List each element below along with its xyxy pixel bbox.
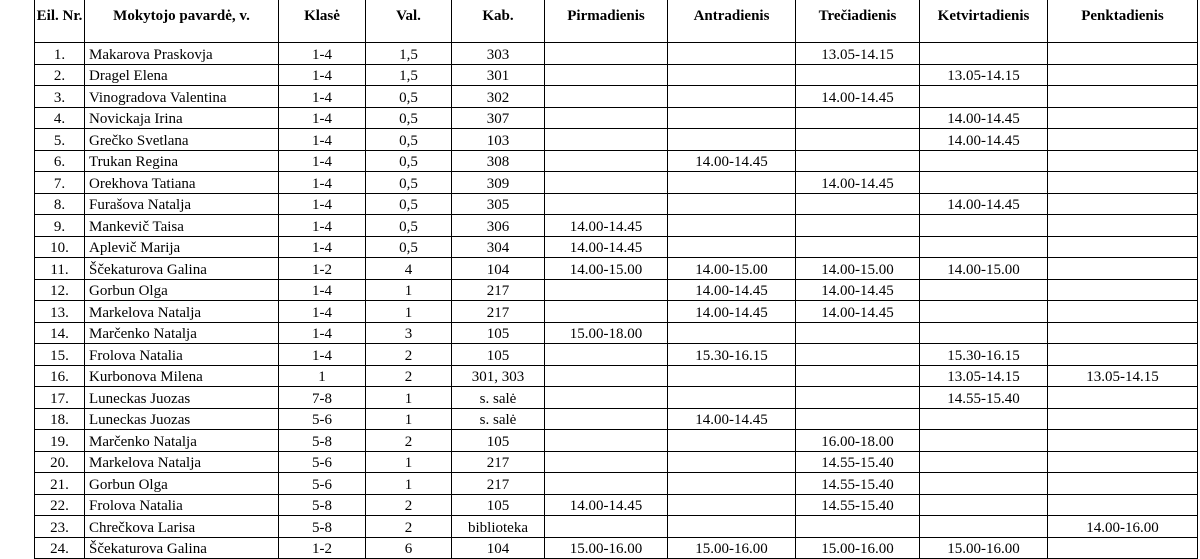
table-row (35, 494, 1198, 516)
cell-room: 217 (452, 473, 545, 495)
cell-wednesday (796, 64, 920, 86)
cell-wednesday: 14.00-14.45 (796, 86, 920, 108)
cell-room: 304 (452, 236, 545, 258)
cell-room: 105 (452, 494, 545, 516)
cell-wednesday (796, 344, 920, 366)
cell-teacher: Orekhova Tatiana (85, 172, 279, 194)
cell-teacher: Markelova Natalja (85, 301, 279, 323)
cell-teacher: Gorbun Olga (85, 473, 279, 495)
cell-wednesday (796, 365, 920, 387)
table-row (35, 64, 1198, 86)
table-row (35, 537, 1198, 559)
cell-teacher: Dragel Elena (85, 64, 279, 86)
cell-friday (1048, 150, 1198, 172)
cell-tuesday (668, 430, 796, 452)
cell-hours: 0,5 (366, 215, 452, 237)
cell-nr: 15. (35, 344, 85, 366)
cell-teacher: Furašova Natalja (85, 193, 279, 215)
cell-monday (545, 516, 668, 538)
header-thursday: Ketvirtadienis (920, 0, 1048, 43)
cell-nr: 1. (35, 43, 85, 65)
cell-tuesday (668, 193, 796, 215)
cell-thursday (920, 150, 1048, 172)
cell-grade: 1-4 (279, 279, 366, 301)
table-row (35, 236, 1198, 258)
cell-thursday (920, 279, 1048, 301)
cell-wednesday: 14.00-14.45 (796, 172, 920, 194)
cell-grade: 5-6 (279, 451, 366, 473)
cell-teacher: Trukan Regina (85, 150, 279, 172)
cell-teacher: Luneckas Juozas (85, 408, 279, 430)
cell-monday: 14.00-14.45 (545, 215, 668, 237)
cell-monday: 14.00-14.45 (545, 494, 668, 516)
cell-monday (545, 365, 668, 387)
cell-room: 104 (452, 258, 545, 280)
cell-tuesday (668, 86, 796, 108)
cell-tuesday (668, 64, 796, 86)
cell-tuesday (668, 215, 796, 237)
cell-room: 307 (452, 107, 545, 129)
cell-monday (545, 301, 668, 323)
cell-friday (1048, 344, 1198, 366)
cell-grade: 1-4 (279, 172, 366, 194)
cell-hours: 2 (366, 365, 452, 387)
cell-teacher: Ščekaturova Galina (85, 258, 279, 280)
cell-room: 104 (452, 537, 545, 559)
cell-grade: 5-8 (279, 516, 366, 538)
cell-thursday: 13.05-14.15 (920, 365, 1048, 387)
cell-nr: 16. (35, 365, 85, 387)
cell-wednesday (796, 387, 920, 409)
cell-wednesday: 14.55-15.40 (796, 451, 920, 473)
cell-hours: 2 (366, 344, 452, 366)
cell-grade: 5-6 (279, 408, 366, 430)
cell-friday (1048, 408, 1198, 430)
cell-tuesday (668, 387, 796, 409)
table-row (35, 430, 1198, 452)
cell-nr: 10. (35, 236, 85, 258)
cell-monday (545, 129, 668, 151)
cell-tuesday: 15.30-16.15 (668, 344, 796, 366)
cell-wednesday: 14.00-14.45 (796, 279, 920, 301)
cell-nr: 21. (35, 473, 85, 495)
cell-tuesday: 14.00-14.45 (668, 279, 796, 301)
cell-room: 105 (452, 430, 545, 452)
cell-grade: 1-4 (279, 236, 366, 258)
header-teacher: Mokytojo pavardė, v. (85, 0, 279, 43)
cell-grade: 1-4 (279, 86, 366, 108)
cell-grade: 1-4 (279, 193, 366, 215)
cell-hours: 0,5 (366, 172, 452, 194)
cell-hours: 1,5 (366, 64, 452, 86)
cell-room: 306 (452, 215, 545, 237)
cell-monday: 14.00-15.00 (545, 258, 668, 280)
cell-thursday: 13.05-14.15 (920, 64, 1048, 86)
table-row (35, 150, 1198, 172)
cell-grade: 5-8 (279, 494, 366, 516)
cell-wednesday: 15.00-16.00 (796, 537, 920, 559)
cell-wednesday: 14.00-14.45 (796, 301, 920, 323)
cell-thursday (920, 86, 1048, 108)
cell-nr: 4. (35, 107, 85, 129)
cell-grade: 1-4 (279, 301, 366, 323)
table-row (35, 107, 1198, 129)
cell-hours: 0,5 (366, 193, 452, 215)
cell-tuesday (668, 473, 796, 495)
table-row (35, 279, 1198, 301)
cell-thursday (920, 430, 1048, 452)
cell-wednesday (796, 516, 920, 538)
cell-room: 217 (452, 279, 545, 301)
cell-teacher: Frolova Natalia (85, 344, 279, 366)
header-room: Kab. (452, 0, 545, 43)
cell-friday (1048, 473, 1198, 495)
cell-room: 309 (452, 172, 545, 194)
cell-teacher: Aplevič Marija (85, 236, 279, 258)
cell-thursday: 15.30-16.15 (920, 344, 1048, 366)
cell-thursday (920, 473, 1048, 495)
cell-thursday (920, 451, 1048, 473)
cell-hours: 0,5 (366, 236, 452, 258)
cell-monday: 14.00-14.45 (545, 236, 668, 258)
cell-nr: 3. (35, 86, 85, 108)
cell-monday (545, 107, 668, 129)
cell-nr: 22. (35, 494, 85, 516)
cell-tuesday: 14.00-14.45 (668, 301, 796, 323)
cell-tuesday (668, 451, 796, 473)
cell-nr: 6. (35, 150, 85, 172)
cell-friday (1048, 279, 1198, 301)
cell-teacher: Frolova Natalia (85, 494, 279, 516)
cell-friday (1048, 193, 1198, 215)
cell-wednesday (796, 322, 920, 344)
cell-friday (1048, 537, 1198, 559)
cell-friday (1048, 301, 1198, 323)
cell-nr: 9. (35, 215, 85, 237)
cell-tuesday (668, 494, 796, 516)
cell-monday (545, 473, 668, 495)
cell-thursday (920, 172, 1048, 194)
table-row (35, 451, 1198, 473)
cell-hours: 3 (366, 322, 452, 344)
cell-friday (1048, 236, 1198, 258)
table-row (35, 365, 1198, 387)
cell-thursday: 14.00-14.45 (920, 129, 1048, 151)
cell-monday (545, 172, 668, 194)
cell-hours: 0,5 (366, 150, 452, 172)
cell-grade: 1-4 (279, 43, 366, 65)
cell-wednesday: 16.00-18.00 (796, 430, 920, 452)
cell-friday (1048, 387, 1198, 409)
schedule-sheet (34, 0, 1197, 559)
cell-tuesday: 14.00-15.00 (668, 258, 796, 280)
cell-hours: 1 (366, 473, 452, 495)
cell-thursday (920, 322, 1048, 344)
cell-tuesday: 14.00-14.45 (668, 408, 796, 430)
cell-friday (1048, 172, 1198, 194)
header-hours: Val. (366, 0, 452, 43)
cell-teacher: Luneckas Juozas (85, 387, 279, 409)
cell-room: 217 (452, 301, 545, 323)
header-nr: Eil. Nr. (35, 0, 85, 43)
cell-wednesday (796, 150, 920, 172)
cell-grade: 1-4 (279, 322, 366, 344)
cell-monday (545, 64, 668, 86)
cell-teacher: Mankevič Taisa (85, 215, 279, 237)
cell-grade: 7-8 (279, 387, 366, 409)
cell-nr: 14. (35, 322, 85, 344)
header-friday: Penktadienis (1048, 0, 1198, 43)
cell-grade: 1 (279, 365, 366, 387)
cell-tuesday (668, 43, 796, 65)
cell-nr: 11. (35, 258, 85, 280)
cell-room: 105 (452, 322, 545, 344)
header-wednesday: Trečiadienis (796, 0, 920, 43)
cell-friday (1048, 322, 1198, 344)
cell-monday (545, 344, 668, 366)
cell-hours: 1 (366, 451, 452, 473)
cell-room: biblioteka (452, 516, 545, 538)
cell-wednesday: 14.55-15.40 (796, 494, 920, 516)
cell-nr: 13. (35, 301, 85, 323)
cell-monday (545, 279, 668, 301)
table-row (35, 344, 1198, 366)
cell-friday (1048, 107, 1198, 129)
header-row (35, 0, 1198, 43)
cell-grade: 1-2 (279, 258, 366, 280)
cell-monday (545, 408, 668, 430)
cell-tuesday (668, 516, 796, 538)
cell-room: 303 (452, 43, 545, 65)
cell-monday (545, 150, 668, 172)
cell-monday (545, 387, 668, 409)
cell-tuesday (668, 129, 796, 151)
cell-room: 308 (452, 150, 545, 172)
cell-room: 105 (452, 344, 545, 366)
cell-hours: 1 (366, 387, 452, 409)
cell-nr: 17. (35, 387, 85, 409)
cell-grade: 5-8 (279, 430, 366, 452)
cell-friday (1048, 86, 1198, 108)
cell-thursday (920, 494, 1048, 516)
cell-tuesday: 14.00-14.45 (668, 150, 796, 172)
header-monday: Pirmadienis (545, 0, 668, 43)
cell-hours: 1 (366, 301, 452, 323)
cell-room: s. salė (452, 408, 545, 430)
cell-hours: 1 (366, 408, 452, 430)
cell-friday (1048, 258, 1198, 280)
cell-friday (1048, 64, 1198, 86)
table-row (35, 129, 1198, 151)
cell-teacher: Gorbun Olga (85, 279, 279, 301)
cell-hours: 1,5 (366, 43, 452, 65)
cell-teacher: Makarova Praskovja (85, 43, 279, 65)
cell-monday (545, 451, 668, 473)
cell-thursday (920, 236, 1048, 258)
cell-nr: 20. (35, 451, 85, 473)
cell-teacher: Grečko Svetlana (85, 129, 279, 151)
cell-teacher: Marčenko Natalja (85, 322, 279, 344)
cell-friday (1048, 215, 1198, 237)
cell-room: 217 (452, 451, 545, 473)
cell-grade: 1-4 (279, 64, 366, 86)
cell-teacher: Markelova Natalja (85, 451, 279, 473)
table-row (35, 193, 1198, 215)
cell-hours: 2 (366, 430, 452, 452)
cell-grade: 1-4 (279, 150, 366, 172)
cell-tuesday (668, 322, 796, 344)
cell-friday: 14.00-16.00 (1048, 516, 1198, 538)
cell-thursday: 14.00-14.45 (920, 193, 1048, 215)
cell-hours: 1 (366, 279, 452, 301)
cell-friday (1048, 430, 1198, 452)
table-row (35, 43, 1198, 65)
cell-nr: 7. (35, 172, 85, 194)
table-row (35, 387, 1198, 409)
cell-nr: 8. (35, 193, 85, 215)
cell-hours: 4 (366, 258, 452, 280)
cell-teacher: Ščekaturova Galina (85, 537, 279, 559)
table-row (35, 322, 1198, 344)
cell-monday: 15.00-16.00 (545, 537, 668, 559)
cell-grade: 1-4 (279, 107, 366, 129)
cell-teacher: Kurbonova Milena (85, 365, 279, 387)
cell-thursday (920, 301, 1048, 323)
cell-nr: 24. (35, 537, 85, 559)
table-row (35, 473, 1198, 495)
cell-nr: 5. (35, 129, 85, 151)
cell-hours: 0,5 (366, 86, 452, 108)
table-row (35, 258, 1198, 280)
cell-thursday: 14.00-15.00 (920, 258, 1048, 280)
cell-friday (1048, 129, 1198, 151)
cell-hours: 2 (366, 516, 452, 538)
cell-nr: 18. (35, 408, 85, 430)
cell-friday (1048, 451, 1198, 473)
cell-monday (545, 43, 668, 65)
cell-wednesday (796, 215, 920, 237)
cell-monday: 15.00-18.00 (545, 322, 668, 344)
table-row (35, 215, 1198, 237)
cell-tuesday: 15.00-16.00 (668, 537, 796, 559)
cell-grade: 5-6 (279, 473, 366, 495)
cell-wednesday (796, 408, 920, 430)
cell-thursday: 14.55-15.40 (920, 387, 1048, 409)
cell-hours: 0,5 (366, 107, 452, 129)
cell-grade: 1-2 (279, 537, 366, 559)
cell-thursday (920, 516, 1048, 538)
cell-room: 305 (452, 193, 545, 215)
cell-room: 301 (452, 64, 545, 86)
header-tuesday: Antradienis (668, 0, 796, 43)
cell-teacher: Vinogradova Valentina (85, 86, 279, 108)
cell-grade: 1-4 (279, 344, 366, 366)
cell-monday (545, 193, 668, 215)
cell-thursday (920, 408, 1048, 430)
cell-tuesday (668, 365, 796, 387)
cell-friday (1048, 494, 1198, 516)
cell-tuesday (668, 236, 796, 258)
cell-grade: 1-4 (279, 129, 366, 151)
cell-wednesday: 14.55-15.40 (796, 473, 920, 495)
table-row (35, 301, 1198, 323)
header-grade: Klasė (279, 0, 366, 43)
cell-hours: 0,5 (366, 129, 452, 151)
cell-teacher: Chrečkova Larisa (85, 516, 279, 538)
table-row (35, 172, 1198, 194)
table-row (35, 516, 1198, 538)
cell-room: s. salė (452, 387, 545, 409)
cell-tuesday (668, 107, 796, 129)
cell-thursday: 15.00-16.00 (920, 537, 1048, 559)
cell-friday: 13.05-14.15 (1048, 365, 1198, 387)
cell-nr: 19. (35, 430, 85, 452)
cell-hours: 2 (366, 494, 452, 516)
cell-grade: 1-4 (279, 215, 366, 237)
cell-thursday: 14.00-14.45 (920, 107, 1048, 129)
cell-room: 301, 303 (452, 365, 545, 387)
cell-thursday (920, 215, 1048, 237)
cell-nr: 23. (35, 516, 85, 538)
cell-nr: 2. (35, 64, 85, 86)
cell-wednesday: 14.00-15.00 (796, 258, 920, 280)
table-row (35, 408, 1198, 430)
cell-monday (545, 430, 668, 452)
schedule-table (34, 0, 1198, 559)
cell-room: 103 (452, 129, 545, 151)
cell-teacher: Novickaja Irina (85, 107, 279, 129)
cell-friday (1048, 43, 1198, 65)
cell-nr: 12. (35, 279, 85, 301)
cell-wednesday (796, 193, 920, 215)
cell-tuesday (668, 172, 796, 194)
schedule-body (35, 43, 1198, 559)
cell-wednesday: 13.05-14.15 (796, 43, 920, 65)
cell-room: 302 (452, 86, 545, 108)
cell-teacher: Marčenko Natalja (85, 430, 279, 452)
cell-wednesday (796, 129, 920, 151)
cell-monday (545, 86, 668, 108)
cell-hours: 6 (366, 537, 452, 559)
cell-wednesday (796, 107, 920, 129)
cell-thursday (920, 43, 1048, 65)
cell-wednesday (796, 236, 920, 258)
table-row (35, 86, 1198, 108)
